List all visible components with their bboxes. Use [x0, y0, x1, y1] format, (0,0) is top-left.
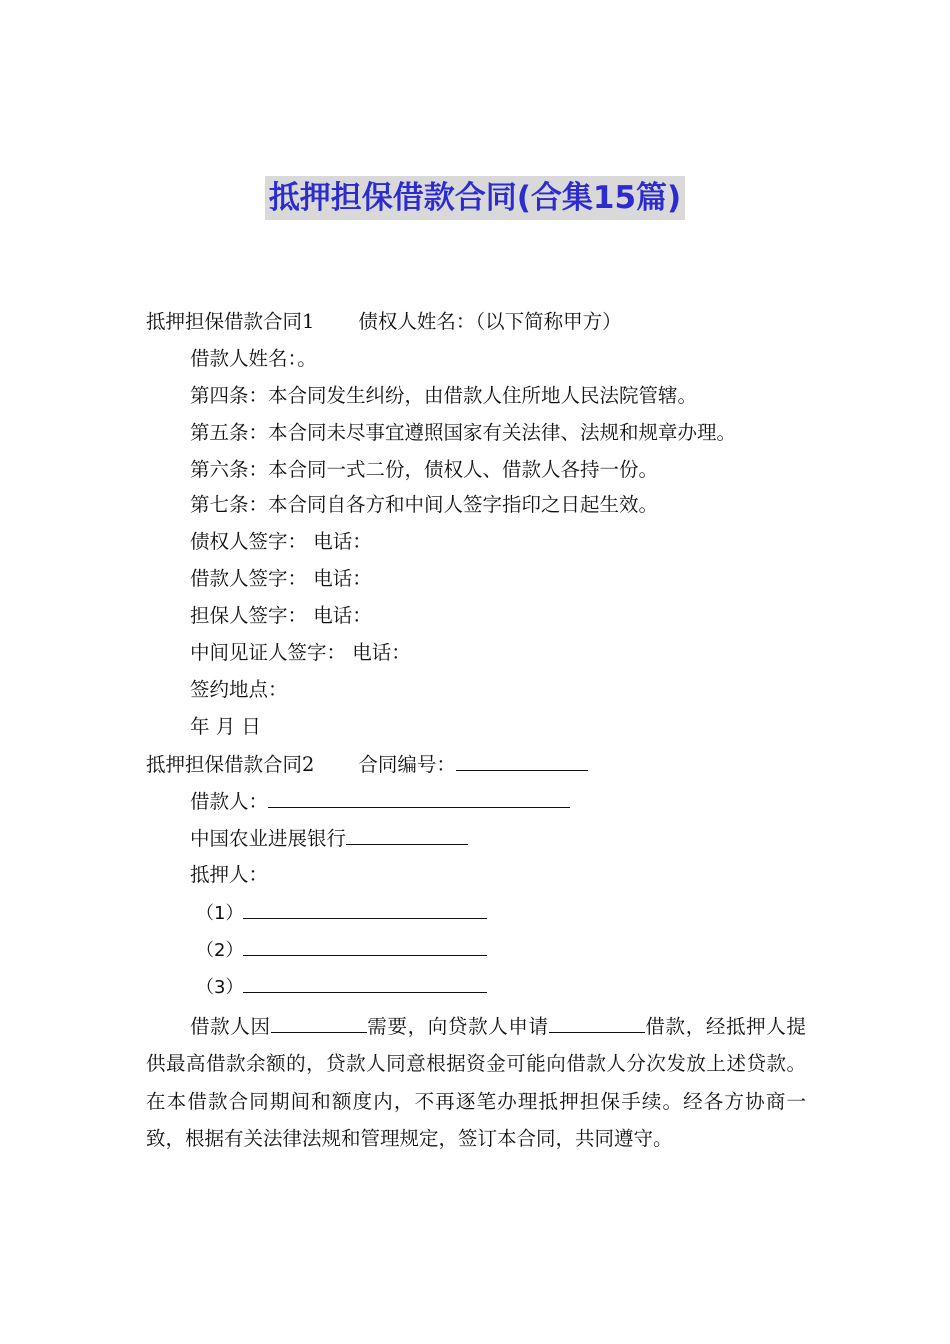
mortgagor-item [196, 972, 487, 1002]
contract1-line: 第四条：本合同发生纠纷，由借款人住所地人民法院管辖。 [190, 384, 698, 407]
loan-purpose-paragraph [146, 1008, 806, 1158]
amount-blank [549, 1012, 645, 1033]
contract1-line: 年 月 日 [190, 715, 261, 738]
para-text-2: 需要，向贷款人申请 [366, 1015, 549, 1038]
creditor-line: 债权人姓名：（以下简称甲方） [358, 310, 622, 333]
borrower-line [190, 787, 570, 816]
contract1-line: 第五条：本合同未尽事宜遵照国家有关法律、法规和规章办理。 [190, 421, 737, 444]
contract1-heading: 抵押担保借款合同1 [146, 310, 315, 333]
contract2-heading: 抵押担保借款合同2 [146, 753, 315, 776]
document-title: 抵押担保借款合同(合集15篇) [265, 176, 685, 220]
contract1-line: 签约地点： [190, 678, 288, 701]
mortgagor-item-number: （1） [196, 903, 244, 924]
contract1-line: 借款人签字： 电话： [190, 567, 372, 590]
para-text-3: 借款，经抵押人提供最高借款余额的，贷款人同意根据资金可能向借款人分次发放上述贷款。在本借款合同期间和额度内，不再逐笔办理抵押担保手续。经各方协商一致，根据有关法律法规和管理规定，签订本合同，共同遵守。 [146, 1015, 806, 1151]
mortgagor-blank [243, 935, 487, 956]
title-block [0, 176, 950, 220]
borrower-label: 借款人： [190, 790, 269, 813]
para-text-1: 借款人因 [190, 1015, 271, 1038]
mortgagor-label: 抵押人： [190, 863, 269, 886]
mortgagor-item [196, 898, 487, 928]
bank-line [190, 824, 468, 853]
mortgagor-item-number: （3） [196, 977, 244, 998]
contract-number-label: 合同编号： [358, 753, 456, 776]
contract1-line: 借款人姓名：。 [190, 347, 317, 370]
contract1-line: 中间见证人签字： 电话： [190, 641, 411, 664]
contract1-line: 第七条：本合同自各方和中间人签字指印之日起生效。 [190, 493, 659, 516]
bank-blank [346, 824, 468, 845]
contract1-header-line [146, 308, 622, 336]
borrower-blank [268, 787, 570, 808]
contract1-line: 债权人签字： 电话： [190, 530, 372, 553]
contract1-line: 担保人签字： 电话： [190, 604, 372, 627]
bank-label: 中国农业进展银行 [190, 827, 347, 850]
mortgagor-blank [243, 972, 487, 993]
contract2-header-line [146, 750, 588, 779]
purpose-blank [271, 1012, 367, 1033]
contract-number-blank [456, 750, 588, 771]
mortgagor-item [196, 935, 487, 965]
mortgagor-item-number: （2） [196, 940, 244, 961]
mortgagor-blank [243, 898, 487, 919]
contract1-line: 第六条：本合同一式二份，债权人、借款人各持一份。 [190, 458, 659, 481]
